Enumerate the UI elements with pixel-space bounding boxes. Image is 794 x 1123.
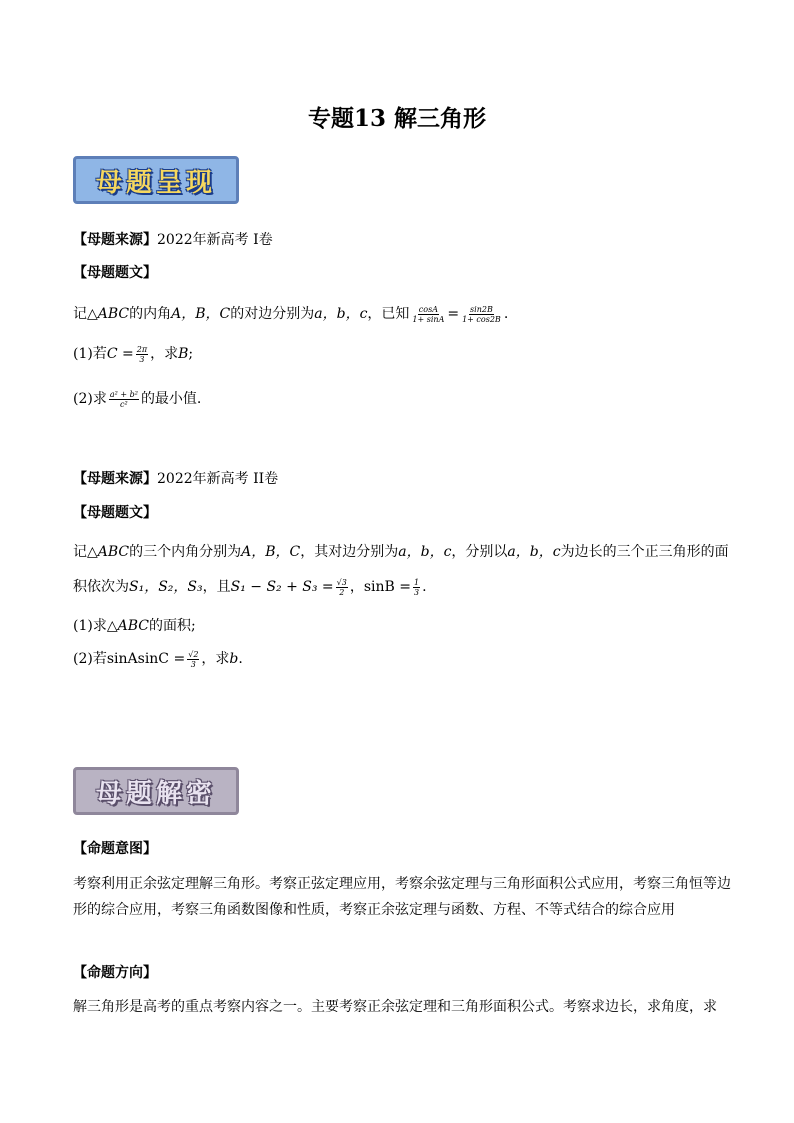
p1-stmt-a: 记 [73, 306, 87, 322]
p2-l1-g: ，分别以 [451, 544, 508, 560]
problem2-statement-line2 [73, 576, 427, 597]
p2-l2-frac-den: 2 [339, 587, 345, 597]
direction-label [73, 962, 157, 982]
p2-l2-a: 积依次为 [73, 579, 129, 595]
p1-frac2-den: 1+ cos2B [462, 314, 501, 324]
p1-q2-frac-den: c² [120, 399, 128, 409]
problem2-question1 [73, 615, 196, 635]
p1-q2-fraction [109, 390, 139, 409]
problem1-question1 [73, 343, 193, 364]
p1-frac2-num: sin2B [470, 304, 493, 314]
p2-q1-prefix: (1)求 [73, 618, 107, 634]
p1-stmt-angles: A，B，C [171, 306, 231, 322]
p2-l2-fraction [336, 578, 348, 597]
p1-q1-prefix: (1)若 [73, 346, 107, 362]
p2-l2-end: . [422, 579, 427, 595]
p1-eq: = [447, 306, 460, 322]
p2-l2-areas: S₁，S₂，S₃ [129, 579, 203, 595]
p2-l1-i: 为边长的三个正三角形的面 [560, 544, 729, 560]
p2-q1-suffix: 的面积; [148, 618, 196, 634]
p2-l2-sinb: sinB = [363, 579, 412, 595]
p1-stmt-c: 的内角 [129, 306, 172, 322]
p2-q2-suffix: ，求 [201, 651, 230, 667]
problem1-statement [73, 303, 508, 324]
problem1-text-label-text: 【母题题文】 [73, 265, 157, 281]
intent-text: 考察利用正余弦定理解三角形。考察正弦定理应用，考察余弦定理与三角形面积公式应用，考察三角恒等边形的综合应用，考察三角函数图像和性质，考察正余弦定理与函数、方程、不等式结合的综合应用 [73, 876, 731, 918]
problem2-source-label: 【母题来源】 [73, 471, 157, 487]
direction-text: 解三角形是高考的重点考察内容之一。主要考察正余弦定理和三角形面积公式。考察求边长，求角度，求 [73, 999, 717, 1015]
p2-l1-sides: a，b，c [398, 544, 452, 560]
p1-stmt-sides: a，b，c [314, 306, 368, 322]
problem2-statement-line1 [73, 541, 729, 561]
p1-fraction-2 [461, 305, 502, 324]
p2-q2-prefix: (2)若 [73, 651, 107, 667]
p2-q2-frac-den: 3 [190, 659, 196, 669]
p1-stmt-g: ，已知 [367, 306, 410, 322]
problem2-source [73, 468, 278, 488]
p2-l2-frac2-den: 3 [414, 587, 420, 597]
p2-l2-frac2-num: 1 [414, 577, 420, 587]
p2-l2-frac-num: √3 [336, 577, 347, 587]
problem1-text-label [73, 262, 157, 282]
problem2-source-value: 2022年新高考 II卷 [157, 471, 279, 487]
problem2-question2 [73, 648, 243, 669]
p1-frac1-den: 1+ sinA [412, 314, 445, 324]
p2-q2-fraction [187, 650, 199, 669]
p1-fraction-1 [411, 305, 445, 324]
p1-frac1-num: cosA [418, 304, 438, 314]
p2-l1-e: ，其对边分别为 [300, 544, 399, 560]
p2-l1-angles: A，B，C [241, 544, 301, 560]
problem1-source-label: 【母题来源】 [73, 232, 157, 248]
banner-problem-presentation: 母题呈现 [73, 156, 239, 204]
p1-q1-frac-den: 3 [139, 354, 145, 364]
intent-label-text: 【命题意图】 [73, 841, 157, 857]
p2-q2-var: b [229, 651, 239, 667]
p2-l2-expr: S₁ − S₂ + S₃ = [230, 579, 334, 595]
p2-l1-sides2: a，b，c [507, 544, 561, 560]
p1-q2-suffix: 的最小值. [140, 391, 202, 407]
problem1-source-value: 2022年新高考 I卷 [157, 232, 273, 248]
p1-q1-fraction [136, 345, 148, 364]
p1-stmt-end: . [503, 306, 509, 322]
p2-q1-math: △ABC [106, 618, 149, 634]
problem1-source [73, 229, 273, 249]
p1-q1-suffix: ，求 [150, 346, 179, 362]
problem2-text-label-text: 【母题题文】 [73, 505, 157, 521]
p1-q2-prefix: (2)求 [73, 391, 107, 407]
p1-q1-frac-num: 2π [136, 344, 148, 354]
banner-problem-analysis: 母题解密 [73, 767, 239, 815]
problem1-question2 [73, 388, 201, 409]
intent-label [73, 838, 157, 858]
p1-q2-frac-num: a² + b² [109, 389, 138, 399]
problem2-text-label [73, 502, 157, 522]
page-title: 专题13 解三角形 [307, 105, 486, 132]
p2-l2-c: ，且 [202, 579, 231, 595]
p1-q1-var: B [178, 346, 189, 362]
p1-q1-math: C = [106, 346, 134, 362]
p2-q2-frac-num: √2 [188, 649, 199, 659]
direction-label-text: 【命题方向】 [73, 965, 157, 981]
p1-stmt-triangle: △ABC [87, 306, 130, 322]
p1-stmt-e: 的对边分别为 [230, 306, 315, 322]
p2-q2-end: . [238, 651, 243, 667]
p2-l2-fraction2 [413, 578, 420, 597]
p2-q2-math: sinAsinC = [106, 651, 186, 667]
p2-l1-c: 的三个内角分别为 [129, 544, 242, 560]
p2-l2-e: ， [349, 579, 364, 595]
p2-l1-triangle: △ABC [87, 544, 130, 560]
p2-l1-a: 记 [73, 544, 87, 560]
p1-q1-end: ; [188, 346, 194, 362]
